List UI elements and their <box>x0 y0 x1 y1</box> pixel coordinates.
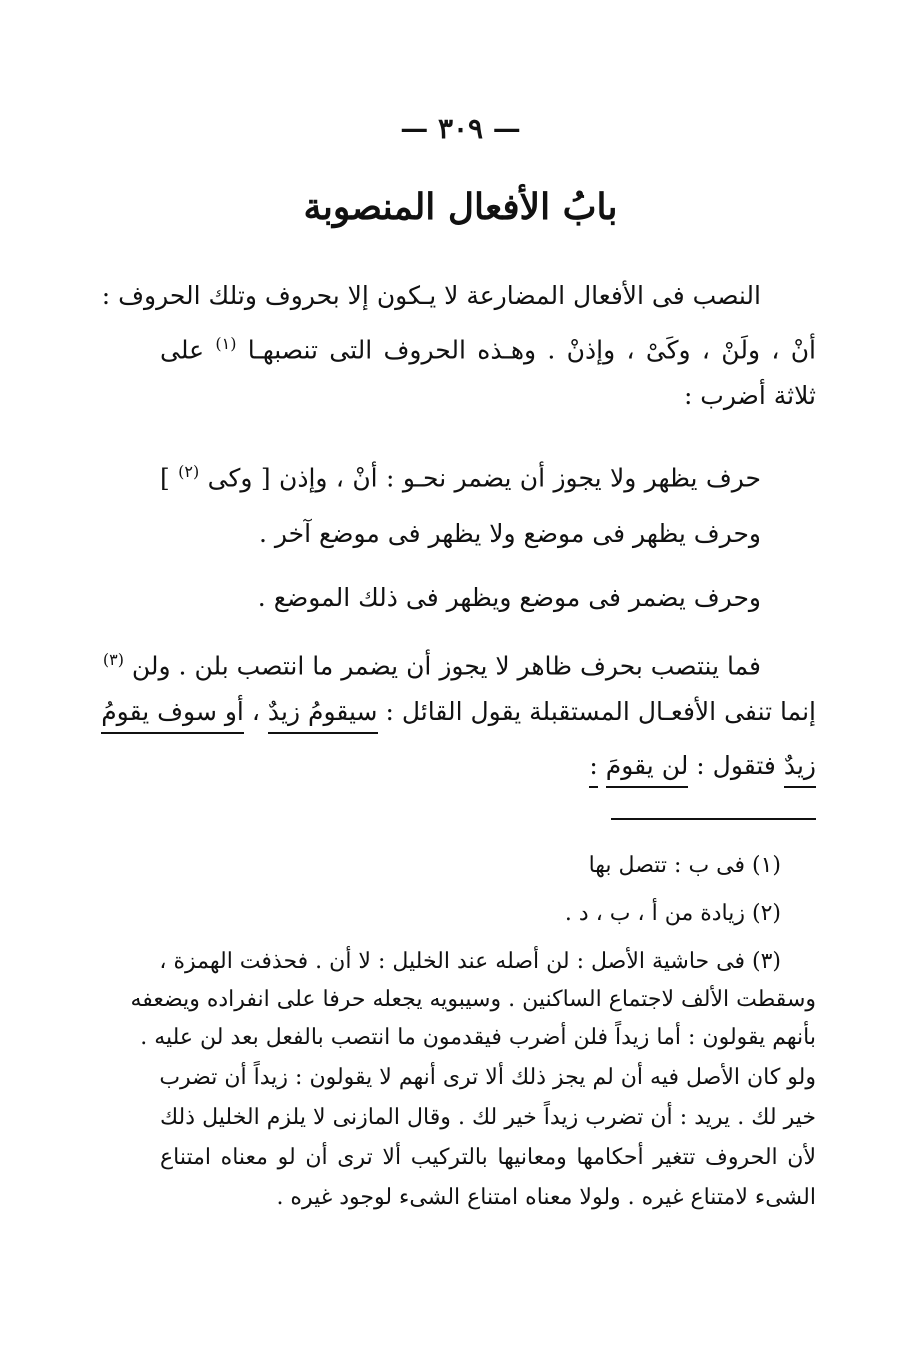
footnote-3-line-3: بأنهم يقولون : أما زيداً فلن أضرب فيقدمون ما انتصب بالفعل بعد لن عليه . <box>140 1025 816 1050</box>
footnote-1: (١) فى ب : تتصل بها <box>588 853 781 878</box>
footnote-separator <box>611 818 816 820</box>
text-run: : <box>589 751 597 788</box>
text-run: وحرف يضمر فى موضع ويظهر فى ذلك الموضع . <box>257 583 761 612</box>
chapter-title: بابُ الأفعال المنصوبة <box>303 186 618 228</box>
paragraph-3-line-3 <box>160 746 816 786</box>
paragraph-3-line-1 <box>102 640 761 686</box>
text-run: إنما تنفى الأفعـال المستقبلة يقول القائل : <box>385 697 816 726</box>
underlined-phrase: زيدٌ <box>784 751 816 788</box>
text-run: فتقول : <box>696 751 776 780</box>
text-run: فما ينتصب بحرف ظاهر لا يجوز أن يضمر ما انتصب بلن . ولن <box>131 651 761 681</box>
footnote-2: (٢) زيادة من أ ، ب ، د . <box>564 901 781 926</box>
text-run: حرف يظهر ولا يجوز أن يضمر نحـو : أنْ ، وإذن [ وكى <box>207 463 761 493</box>
paragraph-2-line-3 <box>160 578 761 618</box>
footnote-ref-3[interactable]: (٣) <box>102 650 124 669</box>
footnote-ref-2[interactable]: (٢) <box>178 462 200 481</box>
page-number: — ٣٠٩ — <box>400 112 521 145</box>
footnote-3-line-4: ولو كان الأصل فيه أن لم يجز ذلك ألا ترى أنهم لا يقولون : زيداً أن تضرب <box>159 1065 816 1090</box>
footnote-3-line-5: خير لك . يريد : أن تضرب زيداً خير لك . وقال المازنى لا يلزم الخليل ذلك <box>160 1105 816 1130</box>
footnote-3-line-1: (٣) فى حاشية الأصل : لن أصله عند الخليل : لا أن . فحذفت الهمزة ، <box>159 949 781 974</box>
text-run: وحرف يظهر فى موضع ولا يظهر فى موضع آخر . <box>258 519 761 548</box>
underlined-phrase: أو سوف يقومُ <box>101 697 244 734</box>
underlined-phrase: سيقومُ زيدٌ <box>268 697 378 734</box>
text-run: على <box>160 335 205 365</box>
footnote-3-line-6: لأن الحروف تتغير أحكامها ومعانيها بالتركيب ألا ترى أن لو معناه امتناع <box>160 1145 816 1170</box>
paragraph-2-line-1 <box>160 452 761 498</box>
footnote-3-line-2: وسقطت الألف لاجتماع الساكنين . وسيبويه يجعله حرفا على انفراده ويضعفه <box>130 987 816 1012</box>
paragraph-1-line-1 <box>101 276 761 316</box>
text-run: ثلاثة أضرب : <box>683 381 816 410</box>
paragraph-2-line-2 <box>160 514 761 554</box>
underlined-phrase: لن يقومَ <box>606 751 689 788</box>
paragraph-1-line-2 <box>160 324 816 370</box>
footnote-3-line-7: الشىء لامتناع غيره . ولولا معناه امتناع الشىء لوجود غيره . <box>276 1185 816 1210</box>
paragraph-1-line-3 <box>160 376 816 416</box>
text-run: النصب فى الأفعال المضارعة لا يـكون إلا بحروف وتلك الحروف : <box>101 281 761 310</box>
text-run: ، <box>251 697 260 726</box>
text-run: ] <box>160 463 170 493</box>
text-run: أنْ ، ولَنْ ، وكَىْ ، وإذنْ . وهـذه الحروف التى تنصبهـا <box>247 335 816 365</box>
paragraph-3-line-2 <box>101 692 816 732</box>
footnote-ref-1[interactable]: (١) <box>215 334 237 353</box>
